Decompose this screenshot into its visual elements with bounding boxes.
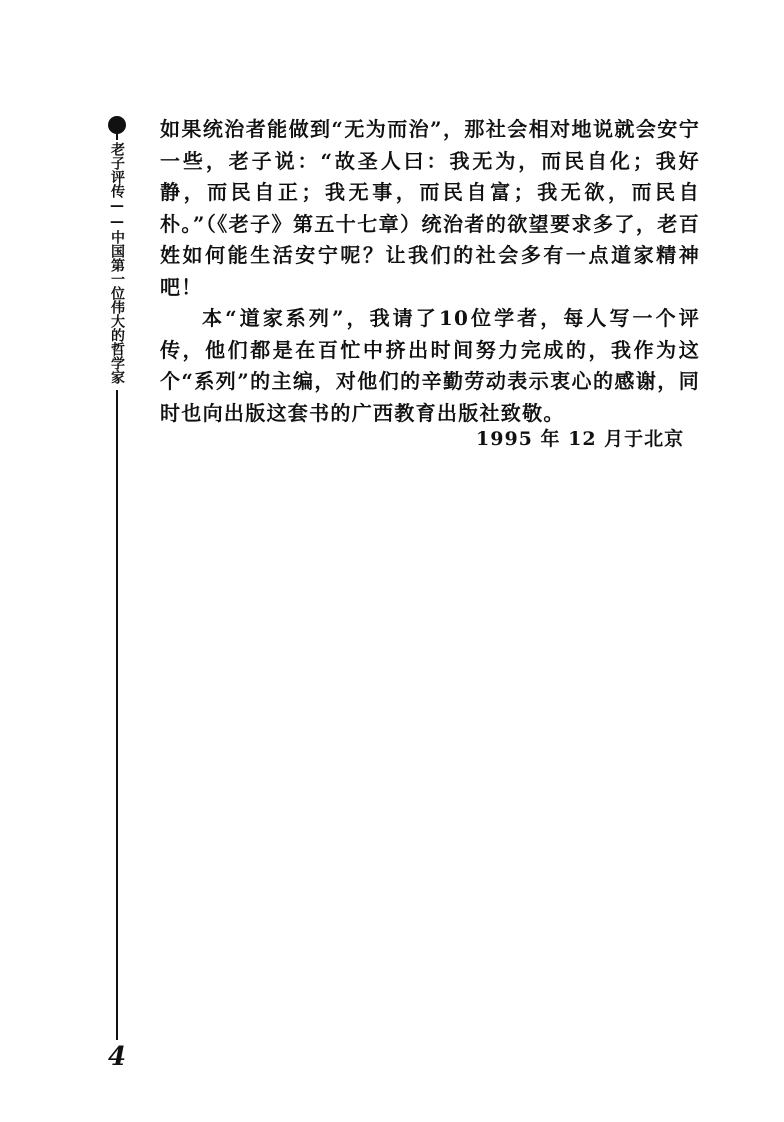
- date-signature: 1995 年 12 月于北京: [476, 428, 685, 450]
- main-text: [160, 114, 700, 429]
- page-number: 4: [108, 1042, 127, 1072]
- paragraph-1: 如果统治者能做到“无为而治”，那社会相对地说就会安宁一些，老子说：“故圣人曰：我无为，而民自化；我好静，而民自正；我无事，而民自富；我无欲，而民自朴。”（《老子》第五十七章）统治者的欲望要求多了，老百姓如何能生活安宁呢？让我们的社会多有一点道家精神吧！: [160, 117, 700, 299]
- paragraph-2: 本“道家系列”，我请了10位学者，每人写一个评传，他们都是在百忙中挤出时间努力完成的，我作为这个“系列”的主编，对他们的辛勤劳动表示衷心的感谢，同时也向出版这套书的广西教育出版社致敬。: [160, 306, 700, 425]
- running-header-title: 老子评传——中国第一位伟大的哲学家: [105, 140, 129, 390]
- running-header-bullet-icon: [108, 116, 126, 134]
